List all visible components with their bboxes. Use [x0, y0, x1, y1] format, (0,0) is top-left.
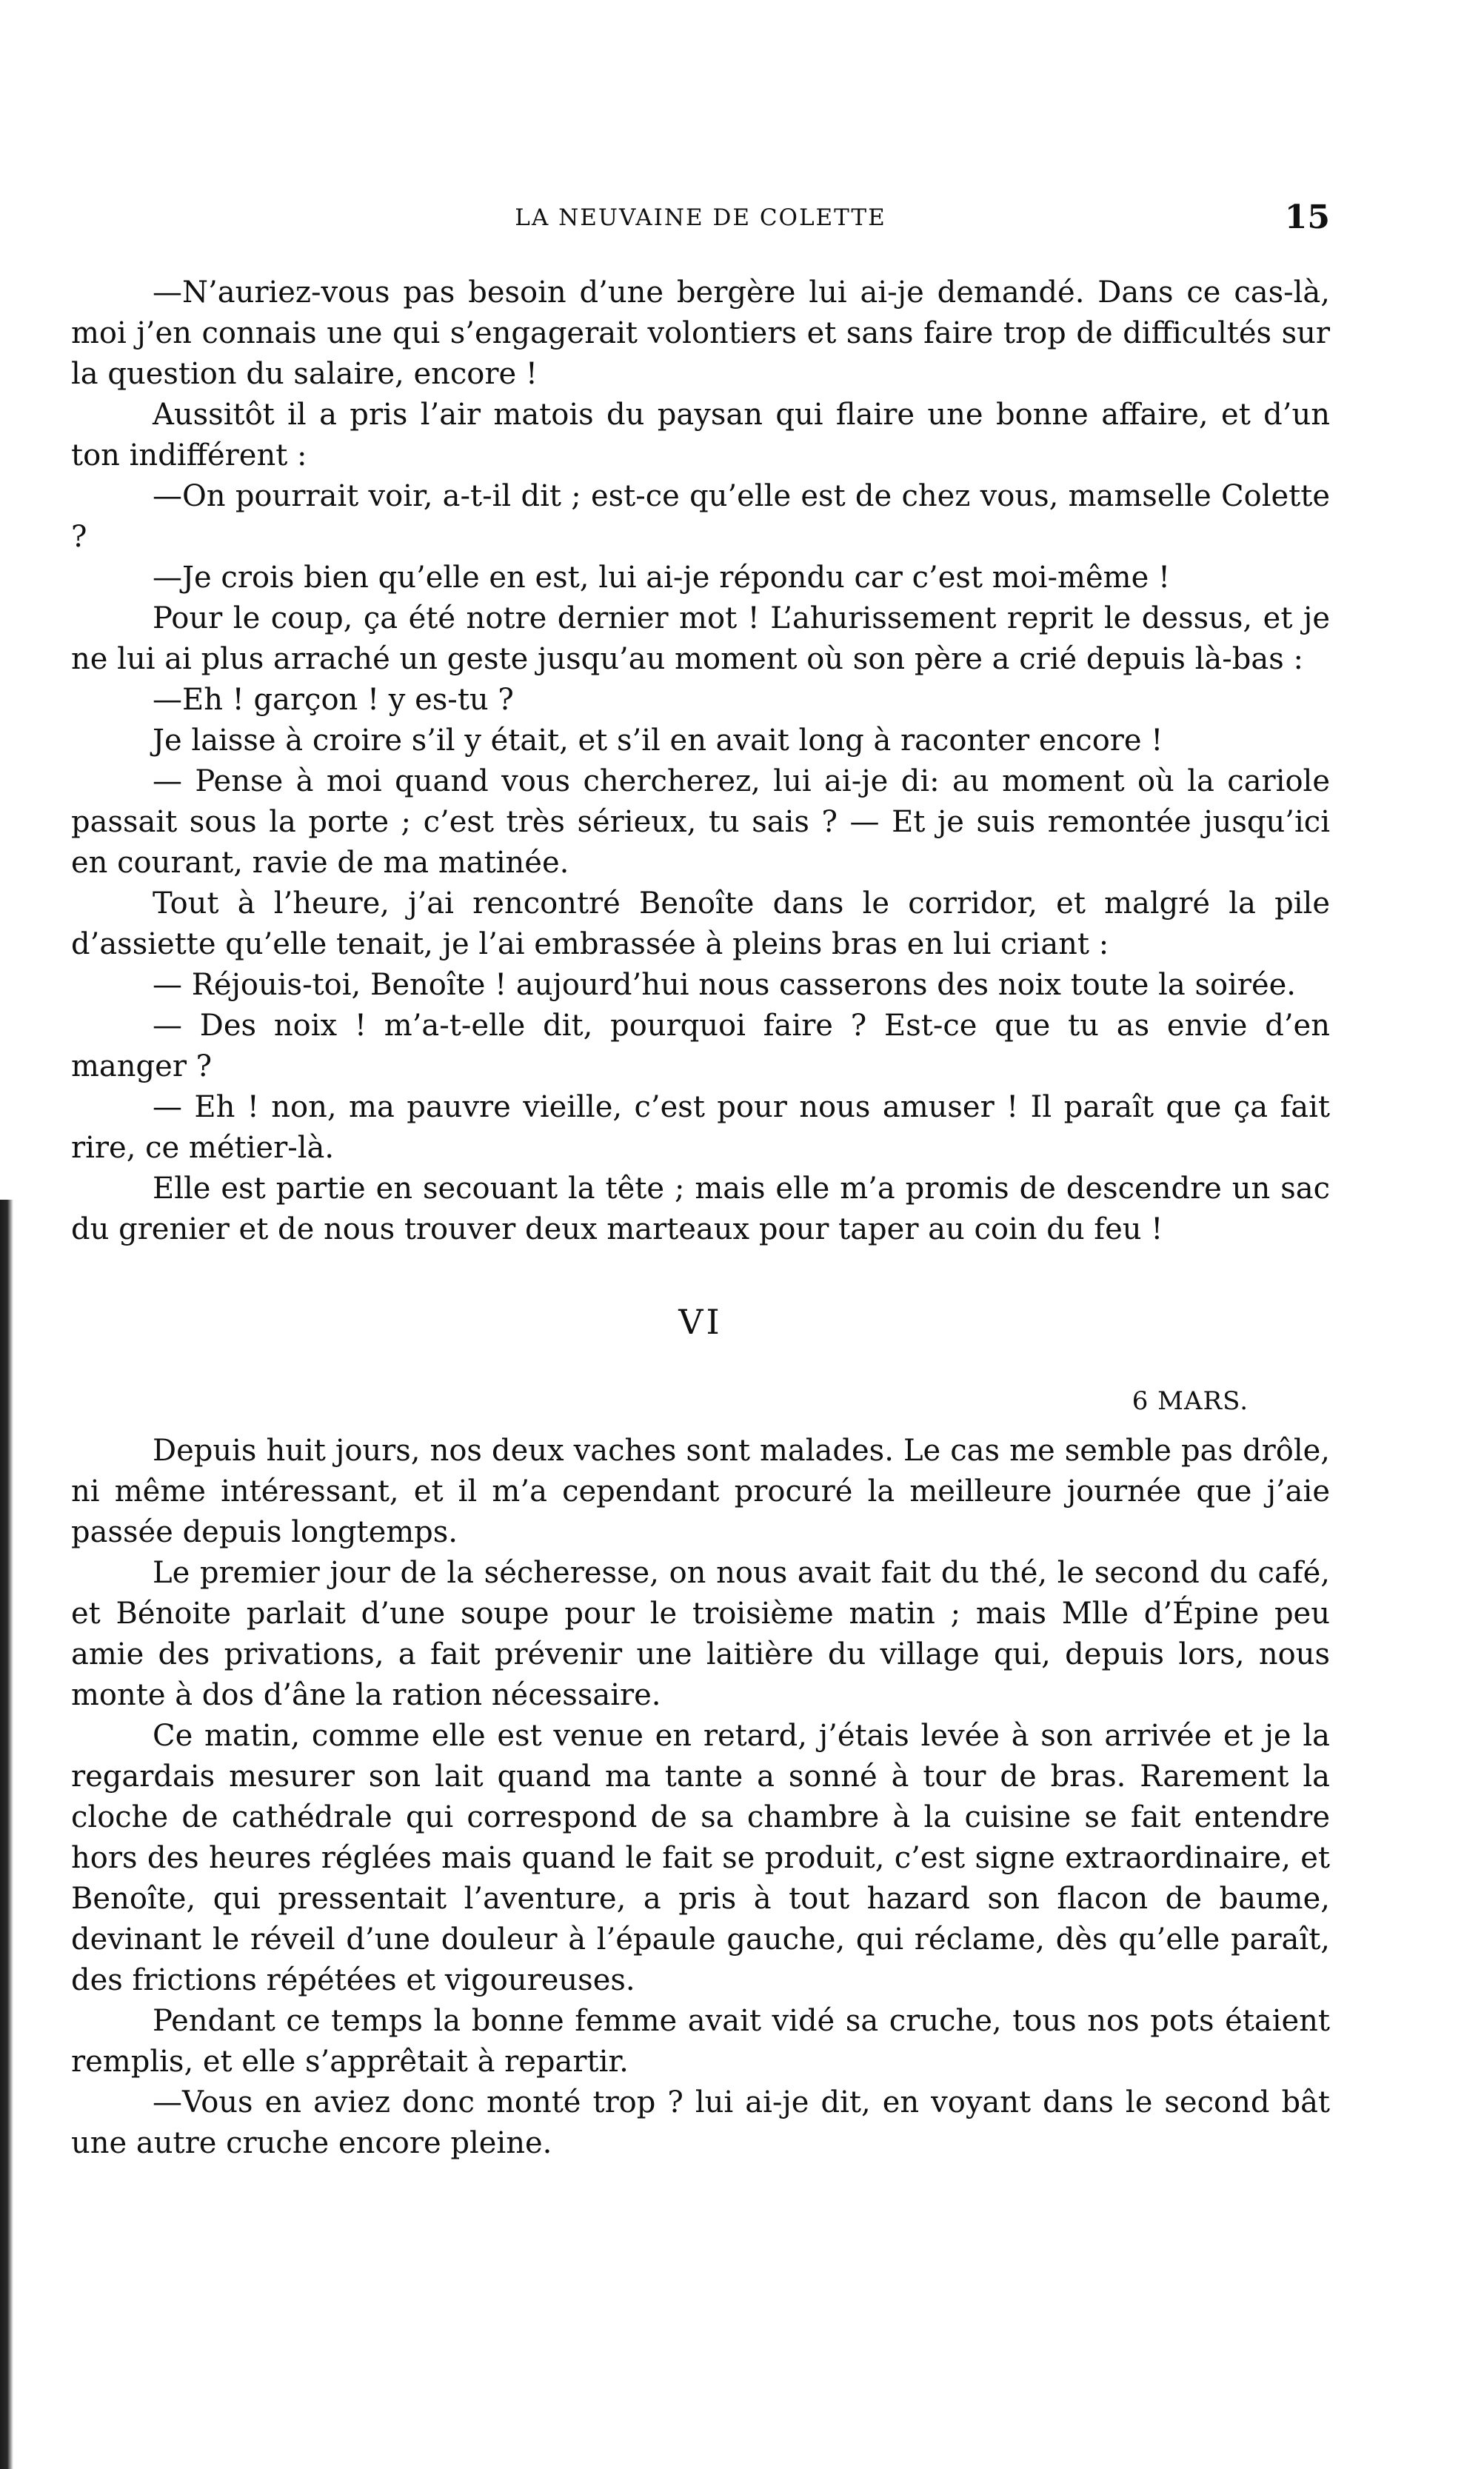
section-one-text [71, 273, 1330, 1250]
page-number: 15 [1284, 198, 1330, 236]
dateline: 6 MARS. [1132, 1386, 1249, 1416]
chapter-heading: VI [678, 1302, 723, 1342]
paragraph: —Vous en aviez donc monté trop ? lui ai-je dit, en voyant dans le second bât une autre cruche encore pleine. [71, 2085, 1330, 2160]
book-page [71, 198, 1330, 2164]
paragraph: —N’auriez-vous pas besoin d’une bergère lui ai-je demandé. Dans ce cas-là, moi j’en connais une qui s’engagerait volontiers et sans faire trop de difficultés sur la question du salaire, encore ! [71, 275, 1330, 391]
paragraph: —Eh ! garçon ! y es-tu ? [153, 683, 514, 717]
section-two-text [71, 1431, 1330, 2164]
paragraph: Pour le coup, ça été notre dernier mot ! L’ahurissement reprit le dessus, et je ne lui ai plus arraché un geste jusqu’au moment où son père a crié depuis là-bas : [71, 601, 1330, 676]
paragraph: Le premier jour de la sécheresse, on nous avait fait du thé, le second du café, et Bénoite parlait d’une soupe pour le troisième matin ; mais Mlle d’Épine peu amie des privations, a fait prévenir une laitière du village qui, depuis lors, nous monte à dos d’âne la ration nécessaire. [71, 1556, 1330, 1712]
book-spine-shadow [0, 1200, 13, 2469]
paragraph: Elle est partie en secouant la tête ; mais elle m’a promis de descendre un sac du grenier et de nous trouver deux marteaux pour taper au coin du feu ! [71, 1172, 1330, 1246]
paragraph: Je laisse à croire s’il y était, et s’il en avait long à raconter encore ! [153, 724, 1163, 758]
paragraph: — Réjouis-toi, Benoîte ! aujourd’hui nous casserons des noix toute la soirée. [153, 968, 1297, 1002]
paragraph: Depuis huit jours, nos deux vaches sont malades. Le cas me semble pas drôle, ni même intéressant, et il m’a cependant procuré la meilleure journée que j’aie passée depuis longtemps. [71, 1434, 1330, 1549]
paragraph: — Pense à moi quand vous chercherez, lui ai-je di: au moment où la cariole passait sous la porte ; c’est très sérieux, tu sais ? — Et je suis remontée jusqu’ici en courant, ravie de ma matinée. [71, 764, 1330, 880]
paragraph: Aussitôt il a pris l’air matois du paysan qui flaire une bonne affaire, et d’un ton indifférent : [71, 398, 1330, 472]
paragraph: Pendant ce temps la bonne femme avait vidé sa cruche, tous nos pots étaient remplis, et elle s’apprêtait à repartir. [71, 2004, 1330, 2079]
paragraph: — Eh ! non, ma pauvre vieille, c’est pour nous amuser ! Il paraît que ça fait rire, ce métier-là. [71, 1090, 1330, 1165]
paragraph: — Des noix ! m’a-t-elle dit, pourquoi faire ? Est-ce que tu as envie d’en manger ? [71, 1009, 1330, 1083]
paragraph: Ce matin, comme elle est venue en retard, j’étais levée à son arrivée et je la regardais mesurer son lait quand ma tante a sonné à tour de bras. Rarement la cloche de cathédrale qui correspond de sa chambre à la cuisine se fait entendre hors des heures réglées mais quand le fait se produit, c’est signe extraordinaire, et Benoîte, qui pressentait l’aventure, a pris à tout hazard son flacon de baume, devinant le réveil d’une douleur à l’épaule gauche, qui réclame, dès qu’elle paraît, des frictions répétées et vigoureuses. [71, 1719, 1330, 1997]
running-head [71, 198, 1330, 243]
paragraph: —Je crois bien qu’elle en est, lui ai-je répondu car c’est moi-même ! [153, 561, 1171, 595]
running-title: LA NEUVAINE DE COLETTE [515, 204, 886, 231]
paragraph: Tout à l’heure, j’ai rencontré Benoîte dans le corridor, et malgré la pile d’assiette qu’elle tenait, je l’ai embrassée à pleins bras en lui criant : [71, 886, 1330, 961]
paragraph: —On pourrait voir, a-t-il dit ; est-ce qu’elle est de chez vous, mamselle Colette ? [71, 479, 1330, 554]
